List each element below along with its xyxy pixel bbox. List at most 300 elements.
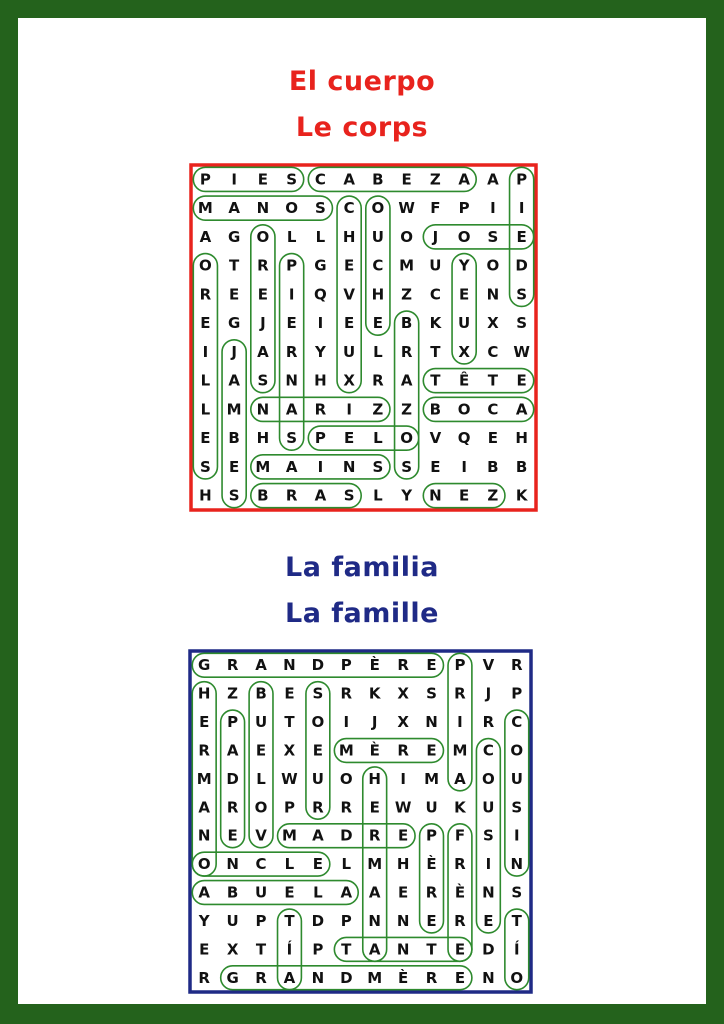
grid-letter[interactable]: M bbox=[399, 256, 415, 275]
grid-letter[interactable]: U bbox=[254, 883, 268, 902]
grid-letter[interactable]: H bbox=[256, 429, 270, 448]
grid-letter[interactable]: W bbox=[513, 342, 530, 361]
grid-letter[interactable]: A bbox=[285, 457, 298, 476]
grid-letter[interactable]: N bbox=[311, 968, 325, 987]
grid-letter[interactable]: I bbox=[343, 713, 350, 732]
grid-letter[interactable]: L bbox=[256, 769, 266, 788]
grid-letter[interactable]: E bbox=[284, 684, 295, 703]
grid-letter[interactable]: N bbox=[368, 911, 381, 930]
grid-letter[interactable]: J bbox=[231, 342, 237, 361]
grid-letter[interactable]: A bbox=[454, 769, 466, 788]
grid-letter[interactable]: R bbox=[198, 741, 210, 760]
grid-letter[interactable]: K bbox=[515, 486, 528, 505]
grid-letter[interactable]: W bbox=[394, 798, 412, 817]
grid-letter[interactable]: M bbox=[226, 400, 242, 419]
grid-letter[interactable]: E bbox=[516, 227, 527, 246]
grid-letter[interactable]: C bbox=[314, 170, 326, 189]
grid-letter[interactable]: S bbox=[286, 429, 298, 448]
grid-letter[interactable]: R bbox=[372, 371, 384, 390]
grid-letter[interactable]: X bbox=[487, 314, 499, 333]
grid-letter[interactable]: D bbox=[226, 769, 239, 788]
grid-letter[interactable]: U bbox=[458, 314, 471, 333]
grid-letter[interactable]: K bbox=[368, 684, 381, 703]
grid-letter[interactable]: H bbox=[342, 227, 356, 246]
grid-letter[interactable]: L bbox=[373, 429, 383, 448]
grid-letter[interactable]: S bbox=[516, 285, 528, 304]
grid-letter[interactable]: R bbox=[314, 400, 327, 419]
grid-letter[interactable]: B bbox=[487, 457, 499, 476]
grid-letter[interactable]: E bbox=[257, 285, 268, 304]
grid-letter[interactable]: I bbox=[513, 826, 520, 845]
grid-letter[interactable]: Í bbox=[286, 940, 293, 959]
grid-letter[interactable]: L bbox=[341, 855, 352, 874]
grid-letter[interactable]: N bbox=[197, 826, 211, 845]
grid-letter[interactable]: E bbox=[430, 457, 441, 476]
grid-letter[interactable]: I bbox=[231, 170, 237, 189]
grid-letter[interactable]: A bbox=[515, 400, 528, 419]
grid-letter[interactable]: A bbox=[198, 798, 211, 817]
grid-letter[interactable]: C bbox=[511, 713, 523, 732]
grid-letter[interactable]: A bbox=[285, 400, 298, 419]
grid-letter[interactable]: A bbox=[368, 940, 381, 959]
grid-letter[interactable]: B bbox=[400, 314, 413, 333]
grid-letter[interactable]: G bbox=[198, 656, 211, 675]
grid-letter[interactable]: T bbox=[341, 940, 352, 959]
grid-letter[interactable]: E bbox=[257, 170, 268, 189]
grid-letter[interactable]: E bbox=[454, 968, 466, 987]
grid-letter[interactable]: R bbox=[255, 968, 267, 987]
grid-letter[interactable]: C bbox=[429, 285, 441, 304]
grid-letter[interactable]: I bbox=[490, 199, 496, 218]
grid-letter[interactable]: F bbox=[454, 826, 466, 845]
grid-letter[interactable]: A bbox=[458, 170, 470, 189]
grid-letter[interactable]: E bbox=[372, 314, 383, 333]
grid-letter[interactable]: Z bbox=[227, 684, 239, 703]
grid-letter[interactable]: M bbox=[255, 457, 271, 476]
grid-letter[interactable]: A bbox=[199, 227, 212, 246]
grid-letter[interactable]: O bbox=[339, 769, 353, 788]
grid-letter[interactable]: U bbox=[510, 769, 523, 788]
grid-letter[interactable]: N bbox=[396, 940, 410, 959]
grid-letter[interactable]: M bbox=[196, 769, 212, 788]
grid-letter[interactable]: S bbox=[228, 486, 240, 505]
grid-letter[interactable]: O bbox=[481, 769, 495, 788]
grid-letter[interactable]: A bbox=[487, 170, 499, 189]
grid-letter[interactable]: N bbox=[482, 883, 495, 902]
grid-letter[interactable]: A bbox=[400, 371, 413, 390]
grid-letter[interactable]: R bbox=[226, 798, 239, 817]
grid-letter[interactable]: G bbox=[226, 968, 239, 987]
grid-letter[interactable]: I bbox=[288, 285, 295, 304]
grid-letter[interactable]: A bbox=[257, 342, 269, 361]
title-la-familia: La familia bbox=[285, 552, 439, 583]
grid-letter[interactable]: A bbox=[228, 371, 240, 390]
grid-letter[interactable]: E bbox=[284, 883, 295, 902]
grid-letter[interactable]: D bbox=[515, 256, 528, 275]
grid-letter[interactable]: C bbox=[487, 342, 499, 361]
grid-letter[interactable]: R bbox=[397, 741, 409, 760]
grid-letter[interactable]: L bbox=[373, 342, 383, 361]
grid-letter[interactable]: B bbox=[226, 883, 239, 902]
grid-letter[interactable]: E bbox=[312, 741, 323, 760]
grid-letter[interactable]: U bbox=[254, 713, 268, 732]
grid-letter[interactable]: Y bbox=[314, 342, 326, 361]
grid-letter[interactable]: L bbox=[373, 486, 383, 505]
grid-letter[interactable]: C bbox=[487, 400, 499, 419]
grid-letter[interactable]: C bbox=[482, 741, 494, 760]
grid-letter[interactable]: P bbox=[340, 911, 352, 930]
grid-letter[interactable]: Y bbox=[458, 256, 470, 275]
grid-letter[interactable]: R bbox=[368, 826, 381, 845]
grid-letter[interactable]: G bbox=[314, 256, 327, 275]
grid-letter[interactable]: N bbox=[226, 855, 239, 874]
grid-letter[interactable]: E bbox=[369, 798, 380, 817]
grid-letter[interactable]: I bbox=[400, 769, 406, 788]
grid-letter[interactable]: V bbox=[482, 656, 495, 675]
grid-letter[interactable]: E bbox=[426, 911, 437, 930]
grid-letter[interactable]: P bbox=[516, 170, 528, 189]
grid-letter[interactable]: E bbox=[487, 429, 498, 448]
grid-letter[interactable]: N bbox=[256, 199, 270, 218]
grid-letter[interactable]: E bbox=[401, 170, 412, 189]
grid-letter[interactable]: P bbox=[227, 713, 239, 732]
grid-letter[interactable]: T bbox=[511, 911, 522, 930]
grid-letter[interactable]: U bbox=[371, 227, 384, 246]
grid-letter[interactable]: A bbox=[255, 656, 267, 675]
grid-letter[interactable]: T bbox=[229, 256, 240, 275]
grid-letter[interactable]: R bbox=[425, 883, 438, 902]
grid-letter[interactable]: O bbox=[510, 741, 524, 760]
grid-letter[interactable]: K bbox=[429, 314, 442, 333]
grid-letter[interactable]: N bbox=[342, 457, 356, 476]
grid-letter[interactable]: C bbox=[372, 256, 384, 275]
grid-letter[interactable]: T bbox=[430, 371, 441, 390]
grid-letter[interactable]: A bbox=[368, 883, 381, 902]
grid-letter[interactable]: Y bbox=[198, 911, 210, 930]
grid-letter[interactable]: R bbox=[425, 968, 438, 987]
grid-letter[interactable]: N bbox=[486, 285, 500, 304]
grid-letter[interactable]: S bbox=[487, 227, 499, 246]
grid-letter[interactable]: O bbox=[400, 429, 414, 448]
grid-letter[interactable]: E bbox=[398, 883, 409, 902]
grid-letter[interactable]: K bbox=[454, 798, 466, 817]
grid-letter[interactable]: P bbox=[199, 170, 211, 189]
grid-letter[interactable]: E bbox=[200, 314, 211, 333]
grid-letter[interactable]: I bbox=[485, 855, 492, 874]
grid-letter[interactable]: R bbox=[400, 342, 413, 361]
grid-letter[interactable]: R bbox=[285, 342, 298, 361]
grid-letter[interactable]: Y bbox=[401, 486, 413, 505]
grid-letter[interactable]: I bbox=[457, 713, 463, 732]
grid-letter[interactable]: E bbox=[255, 741, 267, 760]
grid-letter[interactable]: A bbox=[343, 170, 355, 189]
grid-letter[interactable]: L bbox=[286, 227, 297, 246]
grid-letter[interactable]: A bbox=[226, 741, 239, 760]
grid-letter[interactable]: E bbox=[199, 940, 210, 959]
grid-letter[interactable]: U bbox=[482, 798, 495, 817]
grid-letter[interactable]: S bbox=[516, 314, 528, 333]
grid-letter[interactable]: S bbox=[511, 798, 523, 817]
grid-letter[interactable]: O bbox=[256, 227, 270, 246]
grid-letter[interactable]: C bbox=[343, 199, 355, 218]
grid-letter[interactable]: X bbox=[283, 741, 296, 760]
grid-letter[interactable]: B bbox=[515, 457, 528, 476]
found-word-loop-abuelo bbox=[249, 682, 273, 848]
grid-letter[interactable]: E bbox=[459, 486, 470, 505]
grid-letter[interactable]: V bbox=[343, 285, 355, 304]
grid-letter[interactable]: N bbox=[285, 371, 298, 390]
grid-letter[interactable]: J bbox=[260, 314, 266, 333]
grid-letter[interactable]: S bbox=[257, 371, 269, 390]
grid-letter[interactable]: N bbox=[396, 911, 410, 930]
grid-letter[interactable]: M bbox=[338, 741, 354, 760]
grid-letter[interactable]: B bbox=[372, 170, 384, 189]
grid-letter[interactable]: I bbox=[518, 199, 525, 218]
title-la-famille: La famille bbox=[284, 598, 439, 629]
grid-letter[interactable]: Z bbox=[487, 486, 499, 505]
grid-letter[interactable]: C bbox=[255, 855, 267, 874]
grid-letter[interactable]: R bbox=[454, 855, 466, 874]
grid-letter[interactable]: S bbox=[372, 457, 384, 476]
grid-letter[interactable]: E bbox=[459, 285, 470, 304]
title-el-cuerpo: El cuerpo bbox=[288, 66, 436, 97]
grid-letter[interactable]: O bbox=[371, 199, 385, 218]
grid-letter[interactable]: G bbox=[227, 314, 241, 333]
found-word-loop-abuela bbox=[192, 881, 358, 905]
grid-letter[interactable]: X bbox=[397, 713, 409, 732]
grid-letter[interactable]: G bbox=[227, 227, 241, 246]
grid-letter[interactable]: Q bbox=[313, 285, 327, 304]
grid-letter[interactable]: U bbox=[311, 769, 324, 788]
grid-letter[interactable]: B bbox=[255, 684, 267, 703]
grid-letter[interactable]: S bbox=[199, 457, 211, 476]
grid-letter[interactable]: P bbox=[340, 656, 352, 675]
grid-letter[interactable]: Z bbox=[401, 285, 413, 304]
grid-letter[interactable]: A bbox=[228, 199, 240, 218]
grid-letter[interactable]: O bbox=[197, 855, 211, 874]
word-search-grid-family bbox=[190, 651, 531, 992]
grid-letter[interactable]: O bbox=[457, 400, 471, 419]
grid-letter[interactable]: N bbox=[425, 713, 438, 732]
grid-letter[interactable]: N bbox=[510, 855, 524, 874]
grid-letter[interactable]: D bbox=[311, 911, 325, 930]
title-le-corps: Le corps bbox=[295, 112, 429, 143]
grid-letter[interactable]: R bbox=[482, 713, 495, 732]
grid-letter[interactable]: E bbox=[426, 656, 437, 675]
grid-letter[interactable]: P bbox=[283, 798, 295, 817]
found-word-loop-jambes bbox=[222, 340, 246, 508]
grid-letter[interactable]: E bbox=[227, 826, 238, 845]
grid-letter[interactable]: L bbox=[200, 371, 211, 390]
grid-letter[interactable]: W bbox=[281, 769, 298, 788]
grid-letter[interactable]: X bbox=[226, 940, 239, 959]
grid-letter[interactable]: P bbox=[255, 911, 267, 930]
grid-letter[interactable]: S bbox=[511, 883, 523, 902]
grid-letter[interactable]: R bbox=[340, 798, 353, 817]
grid-letter[interactable]: R bbox=[454, 684, 466, 703]
grid-letter[interactable]: M bbox=[424, 769, 440, 788]
grid-letter[interactable]: H bbox=[515, 429, 528, 448]
grid-letter[interactable]: Z bbox=[429, 170, 441, 189]
grid-letter[interactable]: R bbox=[454, 911, 466, 930]
grid-letter[interactable]: R bbox=[285, 486, 298, 505]
grid-letter[interactable]: O bbox=[457, 227, 471, 246]
grid-letter[interactable]: S bbox=[312, 684, 324, 703]
grid-letter[interactable]: D bbox=[340, 826, 353, 845]
grid-letter[interactable]: J bbox=[432, 227, 439, 246]
grid-letter[interactable]: E bbox=[199, 713, 210, 732]
grid-letter[interactable]: J bbox=[371, 713, 378, 732]
grid-letter[interactable]: E bbox=[344, 256, 355, 275]
grid-letter[interactable]: L bbox=[200, 400, 211, 419]
grid-letter[interactable]: E bbox=[344, 314, 355, 333]
grid-letter[interactable]: N bbox=[429, 486, 442, 505]
grid-letter[interactable]: D bbox=[340, 968, 353, 987]
grid-letter[interactable]: È bbox=[454, 883, 466, 902]
grid-letter[interactable]: H bbox=[396, 855, 410, 874]
found-word-loop-cabeza bbox=[308, 167, 476, 191]
grid-letter[interactable]: È bbox=[369, 741, 380, 760]
grid-letter[interactable]: R bbox=[511, 656, 523, 675]
found-word-loop-orejas bbox=[251, 225, 275, 393]
grid-letter[interactable]: I bbox=[346, 400, 352, 419]
grid-letter[interactable]: Ê bbox=[459, 371, 470, 390]
grid-letter[interactable]: R bbox=[397, 656, 409, 675]
grid-letter[interactable]: E bbox=[200, 429, 211, 448]
grid-letter[interactable]: X bbox=[343, 371, 355, 390]
grid-letter[interactable]: M bbox=[281, 826, 297, 845]
grid-letter[interactable]: A bbox=[340, 883, 353, 902]
grid-letter[interactable]: Í bbox=[513, 940, 520, 959]
grid-letter[interactable]: T bbox=[430, 342, 441, 361]
grid-letter[interactable]: U bbox=[429, 256, 442, 275]
grid-letter[interactable]: S bbox=[482, 826, 494, 845]
grid-letter[interactable]: S bbox=[401, 457, 413, 476]
grid-letter[interactable]: P bbox=[454, 656, 466, 675]
grid-letter[interactable]: V bbox=[429, 429, 442, 448]
grid-letter[interactable]: T bbox=[284, 911, 295, 930]
grid-letter[interactable]: U bbox=[226, 911, 239, 930]
grid-letter[interactable]: O bbox=[311, 713, 325, 732]
grid-letter[interactable]: H bbox=[371, 285, 385, 304]
grid-letter[interactable]: M bbox=[452, 741, 468, 760]
grid-letter[interactable]: È bbox=[398, 968, 409, 987]
grid-letter[interactable]: H bbox=[197, 684, 211, 703]
grid-letter[interactable]: H bbox=[199, 486, 212, 505]
grid-letter[interactable]: È bbox=[369, 656, 380, 675]
grid-letter[interactable]: R bbox=[257, 256, 269, 275]
grid-letter[interactable]: J bbox=[485, 684, 492, 703]
grid-letter[interactable]: O bbox=[285, 199, 299, 218]
grid-letter[interactable]: T bbox=[255, 940, 267, 959]
grid-letter[interactable]: U bbox=[425, 798, 438, 817]
grid-letter[interactable]: E bbox=[426, 741, 437, 760]
grid-letter[interactable]: L bbox=[313, 883, 323, 902]
grid-letter[interactable]: D bbox=[311, 656, 325, 675]
grid-letter[interactable]: S bbox=[314, 199, 326, 218]
grid-letter[interactable]: P bbox=[511, 684, 523, 703]
grid-letter[interactable]: E bbox=[454, 940, 466, 959]
grid-letter[interactable]: R bbox=[198, 968, 210, 987]
grid-letter[interactable]: X bbox=[458, 342, 470, 361]
grid-letter[interactable]: D bbox=[482, 940, 495, 959]
grid-letter[interactable]: A bbox=[312, 826, 324, 845]
grid-letter[interactable]: E bbox=[286, 314, 297, 333]
grid-letter[interactable]: Q bbox=[457, 429, 471, 448]
grid-letter[interactable]: S bbox=[286, 170, 298, 189]
grid-letter[interactable]: O bbox=[254, 798, 268, 817]
grid-letter[interactable]: S bbox=[343, 486, 355, 505]
grid-letter[interactable]: N bbox=[256, 400, 270, 419]
grid-letter[interactable]: V bbox=[255, 826, 267, 845]
grid-letter[interactable]: Z bbox=[401, 400, 413, 419]
grid-border bbox=[190, 651, 531, 992]
grid-letter[interactable]: E bbox=[516, 371, 527, 390]
grid-letter[interactable]: I bbox=[317, 457, 324, 476]
grid-letter[interactable]: N bbox=[482, 968, 495, 987]
grid-letter[interactable]: T bbox=[487, 371, 498, 390]
grid-letter[interactable]: I bbox=[202, 342, 209, 361]
grid-letter[interactable]: A bbox=[314, 486, 327, 505]
grid-letter[interactable]: A bbox=[283, 968, 296, 987]
grid-letter[interactable]: T bbox=[426, 940, 437, 959]
found-word-loop-brazos bbox=[395, 311, 419, 479]
grid-letter[interactable]: M bbox=[197, 199, 213, 218]
grid-letter[interactable]: O bbox=[400, 227, 414, 246]
grid-letter[interactable]: R bbox=[199, 285, 212, 304]
grid-letter[interactable]: P bbox=[312, 940, 324, 959]
grid-letter[interactable]: I bbox=[317, 314, 324, 333]
grid-letter[interactable]: P bbox=[458, 199, 470, 218]
grid-letter[interactable]: N bbox=[283, 656, 296, 675]
grid-letter[interactable]: P bbox=[426, 826, 438, 845]
grid-letter[interactable]: L bbox=[284, 855, 295, 874]
grid-letter[interactable]: S bbox=[426, 684, 437, 703]
grid-letter[interactable]: M bbox=[367, 968, 383, 987]
grid-letter[interactable]: B bbox=[257, 486, 269, 505]
grid-letter[interactable]: R bbox=[312, 798, 324, 817]
grid-letter[interactable]: O bbox=[510, 968, 524, 987]
grid-letter[interactable]: B bbox=[228, 429, 240, 448]
grid-letter[interactable]: L bbox=[315, 227, 326, 246]
grid-letter[interactable]: B bbox=[429, 400, 442, 419]
grid-letter[interactable]: W bbox=[398, 199, 415, 218]
grid-letter[interactable]: A bbox=[198, 883, 211, 902]
grid-letter[interactable]: O bbox=[486, 256, 500, 275]
grid-letter[interactable]: R bbox=[226, 656, 239, 675]
grid-letter[interactable]: E bbox=[344, 429, 355, 448]
grid-letter[interactable]: O bbox=[198, 256, 212, 275]
grid-letter[interactable]: E bbox=[312, 855, 323, 874]
grid-letter[interactable]: F bbox=[430, 199, 441, 218]
grid-letter[interactable]: M bbox=[367, 855, 383, 874]
grid-letter[interactable]: H bbox=[314, 371, 327, 390]
grid-letter[interactable]: È bbox=[426, 855, 437, 874]
grid-letter[interactable]: U bbox=[343, 342, 356, 361]
grid-letter[interactable]: T bbox=[284, 713, 295, 732]
grid-letter[interactable]: X bbox=[397, 684, 409, 703]
grid-letter[interactable]: I bbox=[461, 457, 467, 476]
grid-letter[interactable]: E bbox=[483, 911, 494, 930]
grid-letter[interactable]: R bbox=[340, 684, 353, 703]
grid-letter[interactable]: P bbox=[314, 429, 326, 448]
grid-letter[interactable]: H bbox=[368, 769, 381, 788]
grid-letter[interactable]: E bbox=[398, 826, 409, 845]
grid-letter[interactable]: E bbox=[229, 285, 240, 304]
grid-letter[interactable]: E bbox=[229, 457, 240, 476]
grid-letter[interactable]: Z bbox=[372, 400, 384, 419]
grid-letter[interactable]: P bbox=[286, 256, 298, 275]
